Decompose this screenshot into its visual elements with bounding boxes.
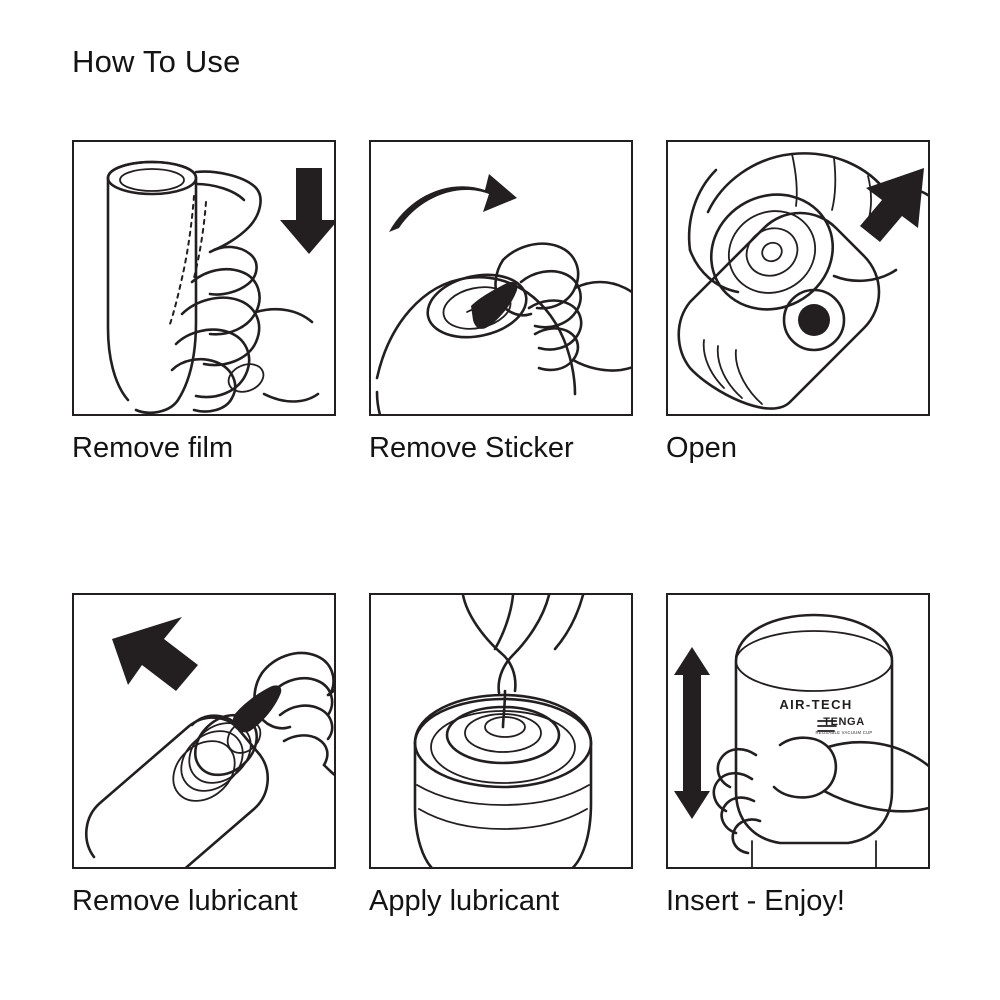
step-remove-film (72, 140, 338, 467)
page-title: How To Use (72, 44, 241, 79)
illustration-frame-open (666, 140, 930, 416)
product-maker-label: TENGA (823, 716, 865, 729)
illustration-frame-remove-sticker (369, 140, 633, 416)
steps-grid (72, 140, 932, 920)
remove-sticker-illustration (371, 142, 633, 416)
step-caption-remove-film: Remove film (72, 432, 234, 464)
steps-row-2 (72, 593, 932, 920)
illustration-frame-apply-lubricant (369, 593, 633, 869)
step-caption-remove-lubricant: Remove lubricant (72, 885, 298, 918)
product-brand-label: AIR-TECH (779, 697, 853, 713)
step-remove-sticker (369, 140, 635, 467)
apply-lubricant-illustration (371, 595, 633, 869)
insert-enjoy-illustration (668, 595, 930, 869)
open-illustration (668, 142, 930, 416)
step-caption-open: Open (666, 432, 737, 464)
illustration-frame-remove-lubricant (72, 593, 336, 869)
step-open (666, 140, 932, 467)
step-insert-enjoy (666, 593, 932, 920)
remove-film-illustration (74, 142, 336, 416)
product-tagline-label: REUSABLE VACUUM CUP (815, 730, 873, 736)
step-remove-lubricant (72, 593, 338, 920)
step-caption-remove-sticker: Remove Sticker (369, 432, 574, 464)
step-apply-lubricant (369, 593, 635, 920)
illustration-frame-remove-film (72, 140, 336, 416)
illustration-frame-insert-enjoy (666, 593, 930, 869)
step-caption-insert-enjoy: Insert - Enjoy! (666, 885, 845, 918)
steps-row-1 (72, 140, 932, 467)
step-caption-apply-lubricant: Apply lubricant (369, 885, 560, 918)
remove-lubricant-illustration (74, 595, 336, 869)
